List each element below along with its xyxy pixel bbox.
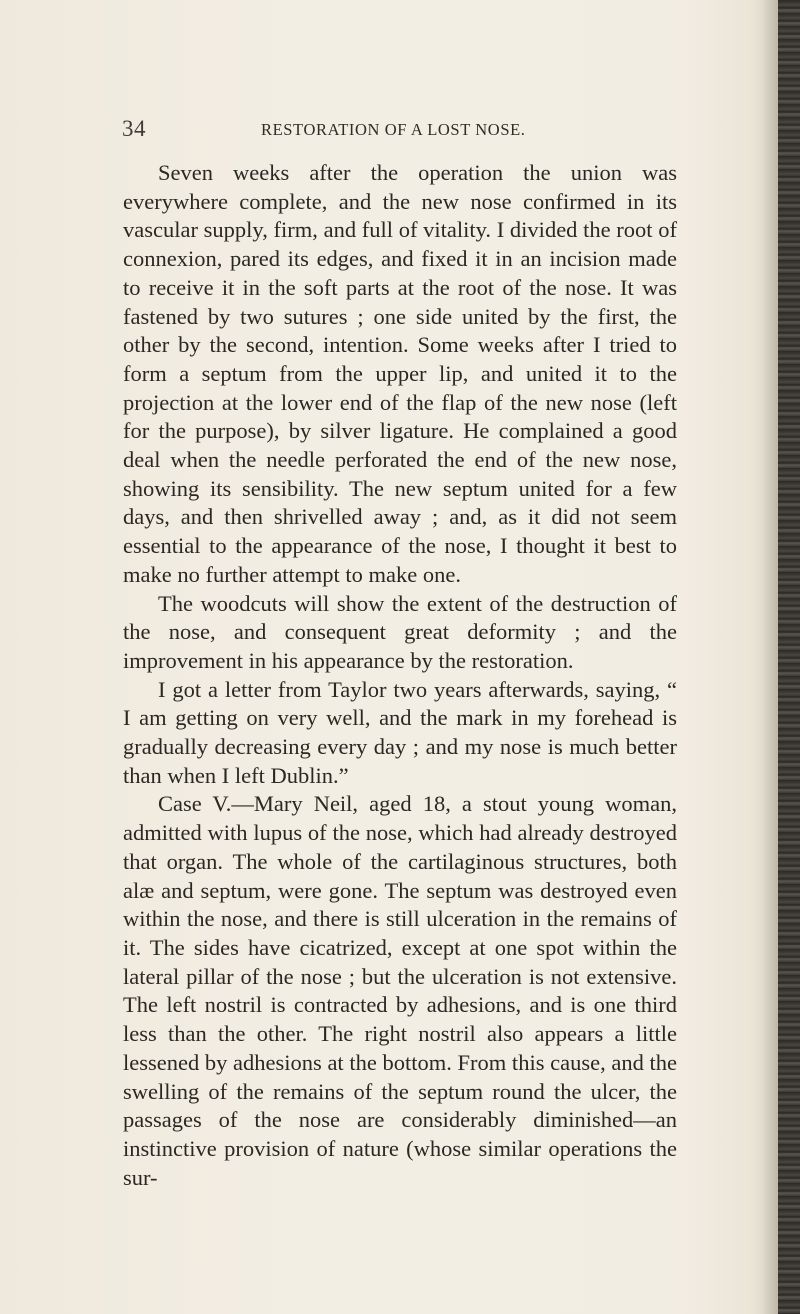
paragraph: Seven weeks after the operation the union was everywhere complete, and the new nose confirmed in its vascular supply, firm, and full of vitality. I divided the root of connexion, pared its edges, and fixed it in an incision made to receive it in the soft parts at the root of the nose. It was fastened by two sutures ; one side united by the first, the other by the second, intention. Some weeks after I tried to form a septum from the upper lip, and united it to the projection at the lower end of the flap of the new nose (left for the purpose), by silver ligature. He complained a good deal when the needle perforated the end of the new nose, showing its sensibility. The new septum united for a few days, and then shrivelled away ; and, as it did not seem essential to the appearance of the nose, I thought it best to make no further attempt to make one. [123,160,677,587]
paragraph: Case V.—Mary Neil, aged 18, a stout young woman, admitted with lupus of the nose, which had already destroyed that organ. The whole of the cartilaginous structures, both alæ and septum, were gone. The septum was destroyed even within the nose, and there is still ulceration in the remains of it. The sides have cicatrized, except at one spot within the lateral pillar of the nose ; but the ulceration is not extensive. The left nostril is contracted by adhesions, and is one third less than the other. The right nostril also appears a little lessened by adhesions at the bottom. From this cause, and the swelling of the remains of the septum round the ulcer, the passages of the nose are considerably diminished—an instinctive provision of nature (whose similar operations the sur- [123,791,677,1190]
paragraph: I got a letter from Taylor two years afterwards, saying, “ I am getting on very well, and the mark in my forehead is gradually decreasing every day ; and my nose is much better than when I left Dublin.” [123,676,677,788]
page-edge-shadow [762,0,778,1314]
paragraph: The woodcuts will show the extent of the destruction of the nose, and consequent great deformity ; and the improvement in his appearance by the restoration. [123,590,677,673]
page-header [0,116,760,146]
running-head: RESTORATION OF A LOST NOSE. [261,120,526,139]
page-number: 34 [122,116,146,141]
page-edge [778,0,800,1314]
body-text [123,159,677,1192]
